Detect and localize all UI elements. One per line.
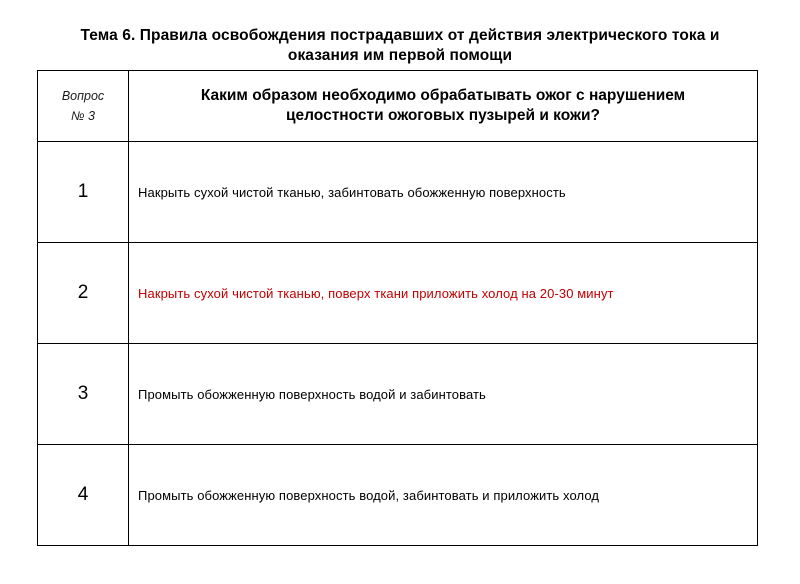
answer-number: 1 (38, 142, 129, 243)
answer-number: 4 (38, 445, 129, 546)
question-number: № 3 (71, 109, 95, 123)
answer-text[interactable]: Промыть обожженную поверхность водой и забинтовать (129, 344, 758, 445)
answer-row-1[interactable] (38, 142, 758, 243)
answer-number: 2 (38, 243, 129, 344)
answer-text[interactable]: Промыть обожженную поверхность водой, забинтовать и приложить холод (129, 445, 758, 546)
question-table (37, 70, 758, 546)
answer-row-2[interactable] (38, 243, 758, 344)
slide-title-line-1: Тема 6. Правила освобождения пострадавших от действия электрического тока и (80, 27, 720, 44)
question-label: Вопрос (61, 89, 105, 103)
question-text-line-2: целостности ожоговых пузырей и кожи? (286, 107, 600, 124)
answer-number: 3 (38, 344, 129, 445)
slide-title-line-2: оказания им первой помощи (287, 47, 513, 64)
answer-text[interactable]: Накрыть сухой чистой тканью, забинтовать обожженную поверхность (129, 142, 758, 243)
question-text-line-1: Каким образом необходимо обрабатывать ожог с нарушением (200, 87, 686, 104)
answer-text-highlighted[interactable]: Накрыть сухой чистой тканью, поверх ткани приложить холод на 20-30 минут (129, 243, 758, 344)
question-row (38, 71, 758, 142)
slide-title (0, 26, 800, 66)
question-text-cell (129, 71, 758, 142)
question-number-cell (38, 71, 129, 142)
answer-row-3[interactable] (38, 344, 758, 445)
answer-row-4[interactable] (38, 445, 758, 546)
